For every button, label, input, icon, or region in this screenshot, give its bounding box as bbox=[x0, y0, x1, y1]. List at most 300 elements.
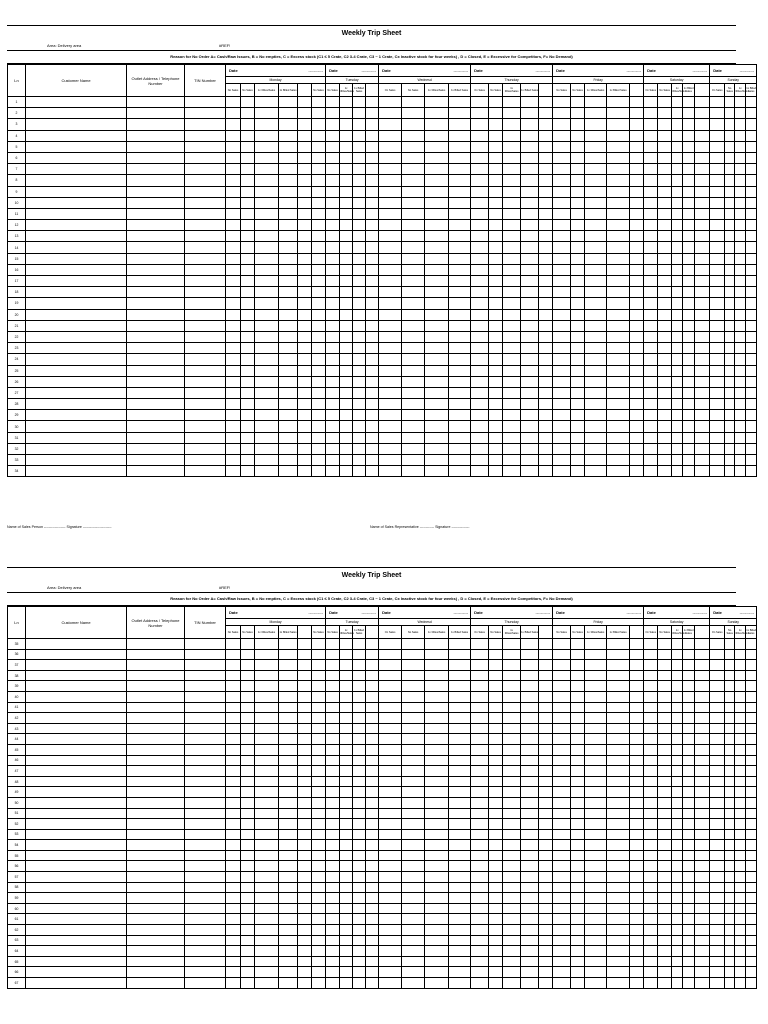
entry-cell[interactable] bbox=[503, 309, 521, 320]
entry-cell[interactable] bbox=[725, 331, 735, 342]
entry-cell[interactable] bbox=[255, 455, 279, 466]
entry-cell[interactable] bbox=[503, 220, 521, 231]
entry-cell[interactable] bbox=[607, 723, 630, 734]
entry-cell[interactable] bbox=[425, 861, 449, 872]
entry-cell[interactable] bbox=[710, 850, 725, 861]
entry-cell[interactable] bbox=[449, 197, 471, 208]
entry-cell[interactable] bbox=[503, 935, 521, 946]
entry-cell[interactable] bbox=[644, 840, 658, 851]
entry-cell[interactable] bbox=[471, 108, 489, 119]
entry-cell[interactable] bbox=[353, 691, 366, 702]
date-cell-saturday[interactable] bbox=[644, 65, 710, 77]
entry-cell[interactable] bbox=[353, 264, 366, 275]
entry-cell[interactable] bbox=[672, 819, 683, 830]
entry-cell[interactable] bbox=[471, 354, 489, 365]
entry-cell[interactable] bbox=[255, 872, 279, 883]
entry-cell[interactable] bbox=[695, 208, 710, 219]
entry-cell[interactable] bbox=[607, 466, 630, 477]
entry-cell[interactable] bbox=[340, 649, 353, 660]
entry-cell[interactable] bbox=[312, 320, 326, 331]
entry-cell[interactable] bbox=[710, 914, 725, 925]
entry-cell[interactable] bbox=[553, 755, 571, 766]
entry-cell[interactable] bbox=[255, 343, 279, 354]
entry-cell[interactable] bbox=[402, 660, 425, 671]
entry-cell[interactable] bbox=[449, 723, 471, 734]
entry-cell[interactable] bbox=[571, 387, 585, 398]
entry-cell[interactable] bbox=[644, 197, 658, 208]
entry-cell[interactable] bbox=[366, 242, 379, 253]
entry-cell[interactable] bbox=[471, 343, 489, 354]
entry-cell[interactable] bbox=[353, 130, 366, 141]
entry-cell[interactable] bbox=[185, 914, 226, 925]
entry-cell[interactable] bbox=[312, 660, 326, 671]
entry-cell[interactable] bbox=[226, 787, 241, 798]
entry-cell[interactable] bbox=[298, 681, 312, 692]
entry-cell[interactable] bbox=[630, 755, 644, 766]
entry-cell[interactable] bbox=[725, 872, 735, 883]
entry-cell[interactable] bbox=[503, 829, 521, 840]
entry-cell[interactable] bbox=[298, 734, 312, 745]
entry-cell[interactable] bbox=[571, 956, 585, 967]
entry-cell[interactable] bbox=[312, 797, 326, 808]
entry-cell[interactable] bbox=[185, 365, 226, 376]
entry-cell[interactable] bbox=[607, 776, 630, 787]
entry-cell[interactable] bbox=[402, 231, 425, 242]
entry-cell[interactable] bbox=[489, 808, 503, 819]
entry-cell[interactable] bbox=[402, 331, 425, 342]
entry-cell[interactable] bbox=[571, 320, 585, 331]
entry-cell[interactable] bbox=[312, 734, 326, 745]
entry-cell[interactable] bbox=[503, 893, 521, 904]
entry-cell[interactable] bbox=[710, 691, 725, 702]
entry-cell[interactable] bbox=[630, 466, 644, 477]
entry-cell[interactable] bbox=[127, 298, 185, 309]
entry-cell[interactable] bbox=[402, 119, 425, 130]
entry-cell[interactable] bbox=[326, 141, 340, 152]
entry-cell[interactable] bbox=[695, 903, 710, 914]
entry-cell[interactable] bbox=[326, 829, 340, 840]
entry-cell[interactable] bbox=[425, 466, 449, 477]
entry-cell[interactable] bbox=[571, 978, 585, 989]
entry-cell[interactable] bbox=[521, 130, 539, 141]
entry-cell[interactable] bbox=[489, 903, 503, 914]
entry-cell[interactable] bbox=[449, 208, 471, 219]
entry-cell[interactable] bbox=[449, 432, 471, 443]
entry-cell[interactable] bbox=[353, 978, 366, 989]
entry-cell[interactable] bbox=[340, 376, 353, 387]
entry-cell[interactable] bbox=[353, 797, 366, 808]
entry-cell[interactable] bbox=[503, 956, 521, 967]
date-cell-tuesday[interactable] bbox=[326, 607, 379, 619]
entry-cell[interactable] bbox=[353, 365, 366, 376]
entry-cell[interactable] bbox=[489, 197, 503, 208]
entry-cell[interactable] bbox=[489, 410, 503, 421]
entry-cell[interactable] bbox=[585, 287, 607, 298]
entry-cell[interactable] bbox=[471, 287, 489, 298]
entry-cell[interactable] bbox=[630, 130, 644, 141]
entry-cell[interactable] bbox=[312, 808, 326, 819]
entry-cell[interactable] bbox=[644, 755, 658, 766]
date-cell-thursday[interactable] bbox=[471, 607, 553, 619]
entry-cell[interactable] bbox=[539, 331, 553, 342]
entry-cell[interactable] bbox=[539, 119, 553, 130]
entry-cell[interactable] bbox=[539, 186, 553, 197]
entry-cell[interactable] bbox=[503, 276, 521, 287]
entry-cell[interactable] bbox=[26, 309, 127, 320]
entry-cell[interactable] bbox=[366, 787, 379, 798]
entry-cell[interactable] bbox=[539, 776, 553, 787]
entry-cell[interactable] bbox=[402, 787, 425, 798]
entry-cell[interactable] bbox=[255, 691, 279, 702]
entry-cell[interactable] bbox=[607, 787, 630, 798]
entry-cell[interactable] bbox=[630, 354, 644, 365]
entry-cell[interactable] bbox=[366, 808, 379, 819]
entry-cell[interactable] bbox=[672, 231, 683, 242]
entry-cell[interactable] bbox=[644, 797, 658, 808]
entry-cell[interactable] bbox=[312, 253, 326, 264]
entry-cell[interactable] bbox=[185, 925, 226, 936]
entry-cell[interactable] bbox=[521, 108, 539, 119]
entry-cell[interactable] bbox=[683, 331, 695, 342]
entry-cell[interactable] bbox=[340, 723, 353, 734]
entry-cell[interactable] bbox=[340, 829, 353, 840]
entry-cell[interactable] bbox=[279, 264, 298, 275]
entry-cell[interactable] bbox=[539, 978, 553, 989]
entry-cell[interactable] bbox=[379, 808, 402, 819]
entry-cell[interactable] bbox=[340, 872, 353, 883]
entry-cell[interactable] bbox=[127, 331, 185, 342]
entry-cell[interactable] bbox=[449, 399, 471, 410]
entry-cell[interactable] bbox=[449, 298, 471, 309]
entry-cell[interactable] bbox=[658, 755, 672, 766]
entry-cell[interactable] bbox=[585, 354, 607, 365]
entry-cell[interactable] bbox=[425, 840, 449, 851]
entry-cell[interactable] bbox=[298, 130, 312, 141]
entry-cell[interactable] bbox=[379, 744, 402, 755]
entry-cell[interactable] bbox=[326, 639, 340, 650]
entry-cell[interactable] bbox=[630, 331, 644, 342]
entry-cell[interactable] bbox=[402, 220, 425, 231]
entry-cell[interactable] bbox=[353, 670, 366, 681]
entry-cell[interactable] bbox=[226, 231, 241, 242]
entry-cell[interactable] bbox=[298, 175, 312, 186]
entry-cell[interactable] bbox=[695, 819, 710, 830]
entry-cell[interactable] bbox=[26, 670, 127, 681]
entry-cell[interactable] bbox=[503, 850, 521, 861]
entry-cell[interactable] bbox=[553, 410, 571, 421]
entry-cell[interactable] bbox=[539, 819, 553, 830]
entry-cell[interactable] bbox=[255, 208, 279, 219]
entry-cell[interactable] bbox=[683, 882, 695, 893]
entry-cell[interactable] bbox=[255, 978, 279, 989]
entry-cell[interactable] bbox=[26, 320, 127, 331]
entry-cell[interactable] bbox=[695, 141, 710, 152]
entry-cell[interactable] bbox=[607, 365, 630, 376]
entry-cell[interactable] bbox=[521, 175, 539, 186]
date-cell-wednesday[interactable] bbox=[379, 65, 471, 77]
entry-cell[interactable] bbox=[746, 309, 757, 320]
entry-cell[interactable] bbox=[379, 152, 402, 163]
entry-cell[interactable] bbox=[658, 399, 672, 410]
entry-cell[interactable] bbox=[366, 766, 379, 777]
entry-cell[interactable] bbox=[683, 220, 695, 231]
entry-cell[interactable] bbox=[366, 755, 379, 766]
entry-cell[interactable] bbox=[402, 691, 425, 702]
entry-cell[interactable] bbox=[710, 119, 725, 130]
entry-cell[interactable] bbox=[521, 421, 539, 432]
entry-cell[interactable] bbox=[746, 141, 757, 152]
entry-cell[interactable] bbox=[735, 387, 746, 398]
entry-cell[interactable] bbox=[735, 432, 746, 443]
entry-cell[interactable] bbox=[379, 108, 402, 119]
entry-cell[interactable] bbox=[489, 946, 503, 957]
entry-cell[interactable] bbox=[471, 829, 489, 840]
entry-cell[interactable] bbox=[630, 660, 644, 671]
entry-cell[interactable] bbox=[571, 276, 585, 287]
entry-cell[interactable] bbox=[607, 850, 630, 861]
entry-cell[interactable] bbox=[353, 734, 366, 745]
entry-cell[interactable] bbox=[312, 713, 326, 724]
entry-cell[interactable] bbox=[521, 376, 539, 387]
entry-cell[interactable] bbox=[746, 130, 757, 141]
entry-cell[interactable] bbox=[630, 175, 644, 186]
entry-cell[interactable] bbox=[630, 702, 644, 713]
entry-cell[interactable] bbox=[340, 354, 353, 365]
entry-cell[interactable] bbox=[489, 882, 503, 893]
entry-cell[interactable] bbox=[326, 649, 340, 660]
entry-cell[interactable] bbox=[521, 776, 539, 787]
entry-cell[interactable] bbox=[658, 776, 672, 787]
entry-cell[interactable] bbox=[571, 443, 585, 454]
entry-cell[interactable] bbox=[226, 935, 241, 946]
entry-cell[interactable] bbox=[658, 946, 672, 957]
entry-cell[interactable] bbox=[241, 956, 255, 967]
entry-cell[interactable] bbox=[185, 766, 226, 777]
entry-cell[interactable] bbox=[340, 808, 353, 819]
entry-cell[interactable] bbox=[226, 925, 241, 936]
entry-cell[interactable] bbox=[255, 399, 279, 410]
entry-cell[interactable] bbox=[710, 208, 725, 219]
entry-cell[interactable] bbox=[539, 872, 553, 883]
entry-cell[interactable] bbox=[279, 797, 298, 808]
entry-cell[interactable] bbox=[672, 320, 683, 331]
entry-cell[interactable] bbox=[425, 713, 449, 724]
entry-cell[interactable] bbox=[298, 808, 312, 819]
entry-cell[interactable] bbox=[241, 850, 255, 861]
entry-cell[interactable] bbox=[489, 387, 503, 398]
entry-cell[interactable] bbox=[425, 787, 449, 798]
entry-cell[interactable] bbox=[340, 967, 353, 978]
entry-cell[interactable] bbox=[379, 925, 402, 936]
entry-cell[interactable] bbox=[255, 175, 279, 186]
entry-cell[interactable] bbox=[241, 776, 255, 787]
entry-cell[interactable] bbox=[521, 819, 539, 830]
entry-cell[interactable] bbox=[735, 808, 746, 819]
entry-cell[interactable] bbox=[449, 354, 471, 365]
entry-cell[interactable] bbox=[489, 97, 503, 108]
entry-cell[interactable] bbox=[539, 850, 553, 861]
entry-cell[interactable] bbox=[402, 935, 425, 946]
entry-cell[interactable] bbox=[683, 343, 695, 354]
entry-cell[interactable] bbox=[489, 175, 503, 186]
entry-cell[interactable] bbox=[695, 946, 710, 957]
entry-cell[interactable] bbox=[683, 443, 695, 454]
entry-cell[interactable] bbox=[402, 766, 425, 777]
entry-cell[interactable] bbox=[644, 298, 658, 309]
entry-cell[interactable] bbox=[710, 298, 725, 309]
entry-cell[interactable] bbox=[672, 97, 683, 108]
entry-cell[interactable] bbox=[185, 903, 226, 914]
entry-cell[interactable] bbox=[279, 766, 298, 777]
entry-cell[interactable] bbox=[658, 208, 672, 219]
entry-cell[interactable] bbox=[735, 935, 746, 946]
entry-cell[interactable] bbox=[449, 421, 471, 432]
entry-cell[interactable] bbox=[471, 331, 489, 342]
entry-cell[interactable] bbox=[366, 343, 379, 354]
entry-cell[interactable] bbox=[366, 298, 379, 309]
entry-cell[interactable] bbox=[226, 387, 241, 398]
entry-cell[interactable] bbox=[449, 861, 471, 872]
entry-cell[interactable] bbox=[489, 723, 503, 734]
entry-cell[interactable] bbox=[298, 264, 312, 275]
entry-cell[interactable] bbox=[553, 723, 571, 734]
entry-cell[interactable] bbox=[571, 660, 585, 671]
entry-cell[interactable] bbox=[298, 978, 312, 989]
entry-cell[interactable] bbox=[402, 365, 425, 376]
entry-cell[interactable] bbox=[503, 208, 521, 219]
entry-cell[interactable] bbox=[312, 376, 326, 387]
entry-cell[interactable] bbox=[127, 186, 185, 197]
entry-cell[interactable] bbox=[255, 320, 279, 331]
entry-cell[interactable] bbox=[585, 108, 607, 119]
date-cell-tuesday[interactable] bbox=[326, 65, 379, 77]
entry-cell[interactable] bbox=[683, 242, 695, 253]
entry-cell[interactable] bbox=[746, 850, 757, 861]
entry-cell[interactable] bbox=[746, 670, 757, 681]
entry-cell[interactable] bbox=[379, 872, 402, 883]
entry-cell[interactable] bbox=[571, 365, 585, 376]
entry-cell[interactable] bbox=[353, 276, 366, 287]
entry-cell[interactable] bbox=[402, 130, 425, 141]
entry-cell[interactable] bbox=[425, 186, 449, 197]
entry-cell[interactable] bbox=[503, 320, 521, 331]
entry-cell[interactable] bbox=[279, 365, 298, 376]
entry-cell[interactable] bbox=[185, 186, 226, 197]
entry-cell[interactable] bbox=[607, 978, 630, 989]
entry-cell[interactable] bbox=[471, 670, 489, 681]
entry-cell[interactable] bbox=[241, 197, 255, 208]
entry-cell[interactable] bbox=[539, 925, 553, 936]
entry-cell[interactable] bbox=[725, 713, 735, 724]
entry-cell[interactable] bbox=[127, 649, 185, 660]
entry-cell[interactable] bbox=[571, 829, 585, 840]
entry-cell[interactable] bbox=[312, 893, 326, 904]
entry-cell[interactable] bbox=[353, 164, 366, 175]
entry-cell[interactable] bbox=[241, 808, 255, 819]
entry-cell[interactable] bbox=[241, 978, 255, 989]
entry-cell[interactable] bbox=[658, 691, 672, 702]
entry-cell[interactable] bbox=[489, 208, 503, 219]
entry-cell[interactable] bbox=[471, 819, 489, 830]
entry-cell[interactable] bbox=[379, 776, 402, 787]
entry-cell[interactable] bbox=[630, 649, 644, 660]
entry-cell[interactable] bbox=[710, 141, 725, 152]
entry-cell[interactable] bbox=[746, 231, 757, 242]
entry-cell[interactable] bbox=[312, 276, 326, 287]
entry-cell[interactable] bbox=[366, 108, 379, 119]
entry-cell[interactable] bbox=[607, 639, 630, 650]
entry-cell[interactable] bbox=[255, 819, 279, 830]
entry-cell[interactable] bbox=[312, 766, 326, 777]
entry-cell[interactable] bbox=[185, 152, 226, 163]
entry-cell[interactable] bbox=[279, 130, 298, 141]
entry-cell[interactable] bbox=[683, 776, 695, 787]
entry-cell[interactable] bbox=[312, 946, 326, 957]
entry-cell[interactable] bbox=[521, 893, 539, 904]
entry-cell[interactable] bbox=[26, 387, 127, 398]
entry-cell[interactable] bbox=[26, 119, 127, 130]
entry-cell[interactable] bbox=[539, 660, 553, 671]
entry-cell[interactable] bbox=[735, 681, 746, 692]
entry-cell[interactable] bbox=[607, 242, 630, 253]
entry-cell[interactable] bbox=[607, 702, 630, 713]
entry-cell[interactable] bbox=[127, 967, 185, 978]
entry-cell[interactable] bbox=[185, 410, 226, 421]
entry-cell[interactable] bbox=[127, 734, 185, 745]
entry-cell[interactable] bbox=[226, 130, 241, 141]
entry-cell[interactable] bbox=[340, 660, 353, 671]
entry-cell[interactable] bbox=[226, 691, 241, 702]
entry-cell[interactable] bbox=[26, 639, 127, 650]
entry-cell[interactable] bbox=[695, 264, 710, 275]
entry-cell[interactable] bbox=[630, 946, 644, 957]
entry-cell[interactable] bbox=[521, 829, 539, 840]
entry-cell[interactable] bbox=[425, 872, 449, 883]
entry-cell[interactable] bbox=[607, 893, 630, 904]
entry-cell[interactable] bbox=[683, 978, 695, 989]
entry-cell[interactable] bbox=[127, 343, 185, 354]
entry-cell[interactable] bbox=[353, 882, 366, 893]
entry-cell[interactable] bbox=[402, 208, 425, 219]
entry-cell[interactable] bbox=[226, 197, 241, 208]
entry-cell[interactable] bbox=[471, 197, 489, 208]
entry-cell[interactable] bbox=[725, 639, 735, 650]
entry-cell[interactable] bbox=[353, 220, 366, 231]
entry-cell[interactable] bbox=[255, 861, 279, 872]
entry-cell[interactable] bbox=[658, 152, 672, 163]
entry-cell[interactable] bbox=[425, 649, 449, 660]
entry-cell[interactable] bbox=[553, 819, 571, 830]
entry-cell[interactable] bbox=[449, 331, 471, 342]
entry-cell[interactable] bbox=[353, 967, 366, 978]
entry-cell[interactable] bbox=[402, 829, 425, 840]
entry-cell[interactable] bbox=[683, 660, 695, 671]
entry-cell[interactable] bbox=[735, 882, 746, 893]
entry-cell[interactable] bbox=[644, 872, 658, 883]
entry-cell[interactable] bbox=[449, 253, 471, 264]
entry-cell[interactable] bbox=[571, 787, 585, 798]
entry-cell[interactable] bbox=[539, 242, 553, 253]
entry-cell[interactable] bbox=[326, 466, 340, 477]
entry-cell[interactable] bbox=[127, 197, 185, 208]
entry-cell[interactable] bbox=[683, 649, 695, 660]
entry-cell[interactable] bbox=[471, 152, 489, 163]
entry-cell[interactable] bbox=[298, 443, 312, 454]
entry-cell[interactable] bbox=[402, 882, 425, 893]
entry-cell[interactable] bbox=[402, 681, 425, 692]
entry-cell[interactable] bbox=[226, 808, 241, 819]
entry-cell[interactable] bbox=[26, 175, 127, 186]
